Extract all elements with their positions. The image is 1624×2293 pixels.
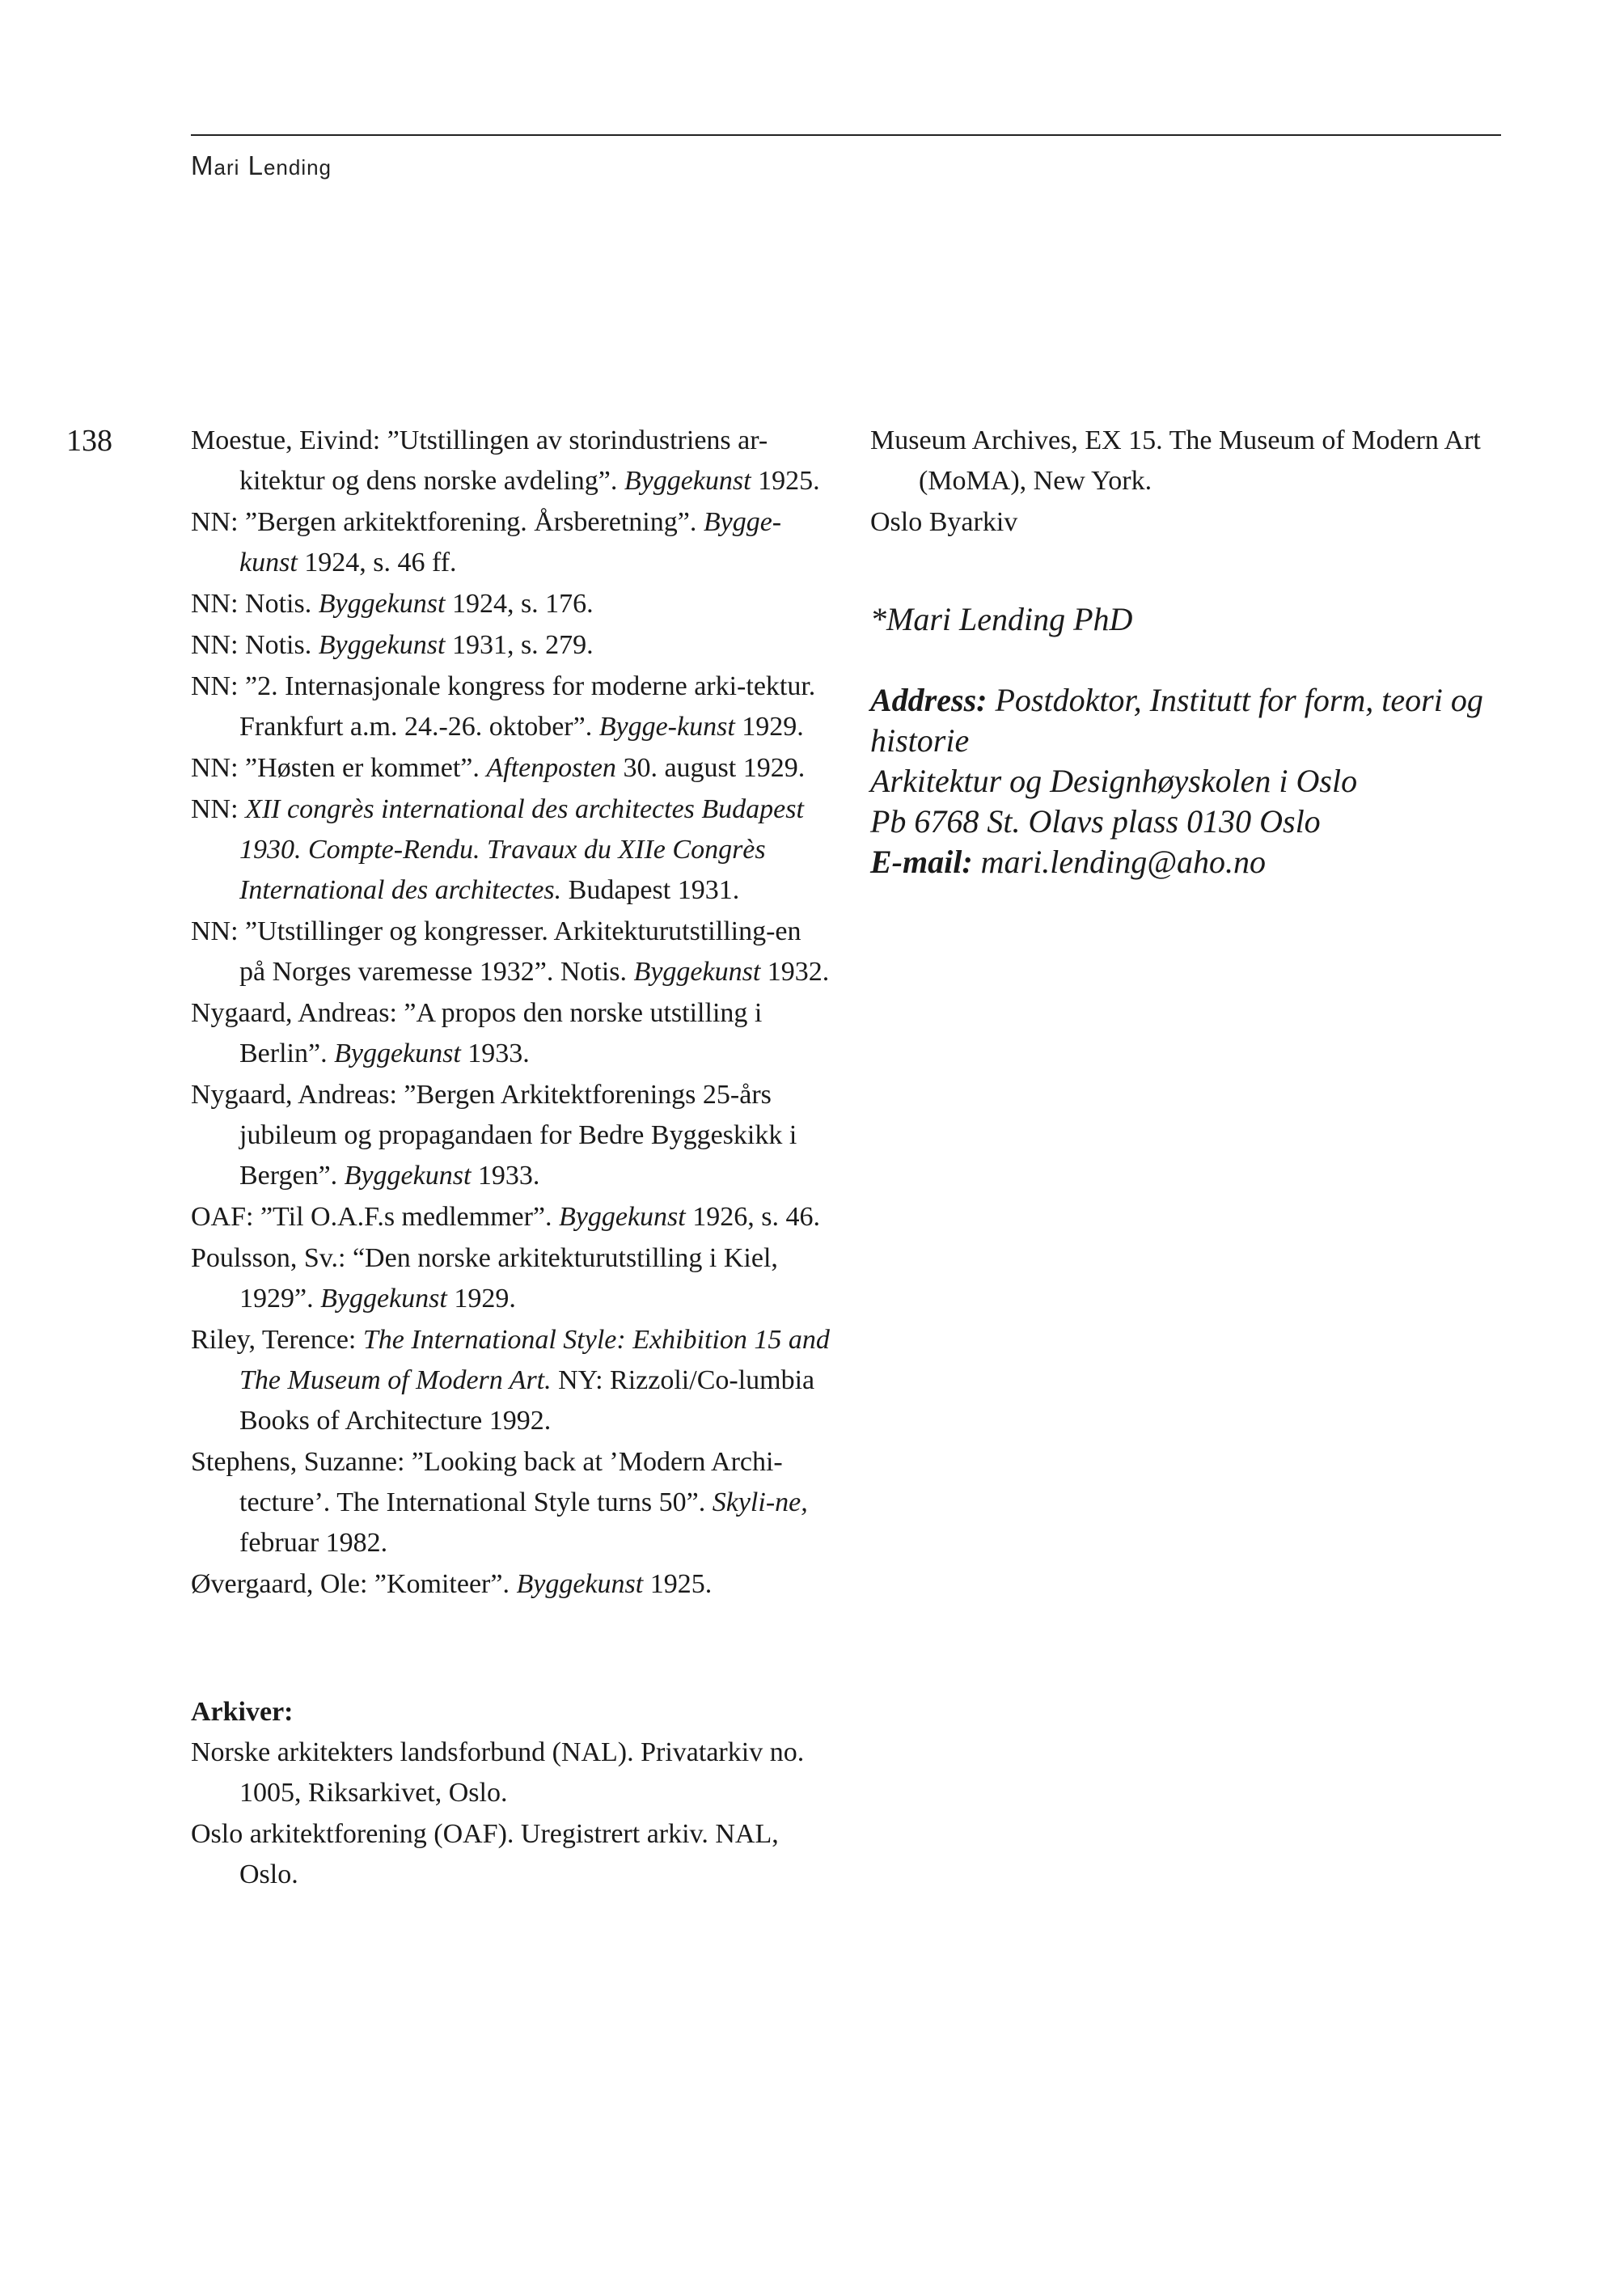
reference-item: NN: ”Utstillinger og kongresser. Arkitekturutstilling-en på Norges varemesse 1932”. Notis. Byggekunst 1932. — [191, 916, 830, 987]
reference-item: NN: ”Høsten er kommet”. Aftenposten 30. august 1929. — [191, 753, 806, 783]
author-name: *Mari Lending PhD — [870, 601, 1133, 637]
author-address: Address: Postdoktor, Institutt for form, teori og historie — [870, 682, 1483, 759]
reference-item: NN: Notis. Byggekunst 1931, s. 279. — [191, 630, 594, 660]
right-column — [870, 421, 1509, 882]
reference-list — [191, 421, 830, 1896]
reference-item: NN: Notis. Byggekunst 1924, s. 176. — [191, 589, 594, 619]
reference-item: Poulsson, Sv.: “Den norske arkitekturutstilling i Kiel, 1929”. Byggekunst 1929. — [191, 1243, 778, 1314]
author-institution: Arkitektur og Designhøyskolen i Oslo — [870, 763, 1358, 799]
archive-item: Oslo arkitektforening (OAF). Uregistrert arkiv. NAL, Oslo. — [191, 1819, 779, 1889]
reference-item: NN: XII congrès international des architectes Budapest 1930. Compte-Rendu. Travaux du XIIe Congrès International des architectes. Budapest 1931. — [191, 794, 804, 905]
archives-heading: Arkiver: — [191, 1697, 294, 1727]
page-number: 138 — [66, 424, 112, 458]
reference-item: OAF: ”Til O.A.F.s medlemmer”. Byggekunst 1926, s. 46. — [191, 1202, 820, 1232]
reference-item: Riley, Terence: The International Style: Exhibition 15 and The Museum of Modern Art. NY: Rizzoli/Co-lumbia Books of Architecture 1992. — [191, 1325, 830, 1436]
reference-item: NN: ”2. Internasjonale kongress for moderne arki-tektur. Frankfurt a.m. 24.-26. oktober”. Bygge-kunst 1929. — [191, 671, 816, 742]
header-rule — [191, 134, 1501, 136]
reference-item: NN: ”Bergen arkitektforening. Årsberetning”. Bygge-kunst 1924, s. 46 ff. — [191, 507, 782, 577]
reference-item: Nygaard, Andreas: ”Bergen Arkitektforenings 25-års jubileum og propagandaen for Bedre Byggeskikk i Bergen”. Byggekunst 1933. — [191, 1080, 797, 1191]
author-block — [870, 599, 1509, 882]
author-email: E-mail: mari.lending@aho.no — [870, 844, 1267, 880]
archive-item: Museum Archives, EX 15. The Museum of Modern Art (MoMA), New York. — [870, 425, 1481, 496]
reference-item: Øvergaard, Ole: ”Komiteer”. Byggekunst 1925. — [191, 1569, 713, 1599]
author-postal: Pb 6768 St. Olavs plass 0130 Oslo — [870, 803, 1321, 840]
reference-item: Moestue, Eivind: ”Utstillingen av storindustriens ar-kitektur og dens norske avdeling”. Byggekunst 1925. — [191, 425, 820, 496]
reference-item: Nygaard, Andreas: ”A propos den norske utstilling i Berlin”. Byggekunst 1933. — [191, 998, 763, 1068]
archive-item: Norske arkitekters landsforbund (NAL). Privatarkiv no. 1005, Riksarkivet, Oslo. — [191, 1737, 805, 1808]
archive-item: Oslo Byarkiv — [870, 507, 1018, 537]
running-head: Mari Lending — [191, 150, 332, 180]
reference-item: Stephens, Suzanne: ”Looking back at ’Modern Archi-tecture’. The International Style turns 50”. Skyli-ne, februar 1982. — [191, 1447, 808, 1558]
